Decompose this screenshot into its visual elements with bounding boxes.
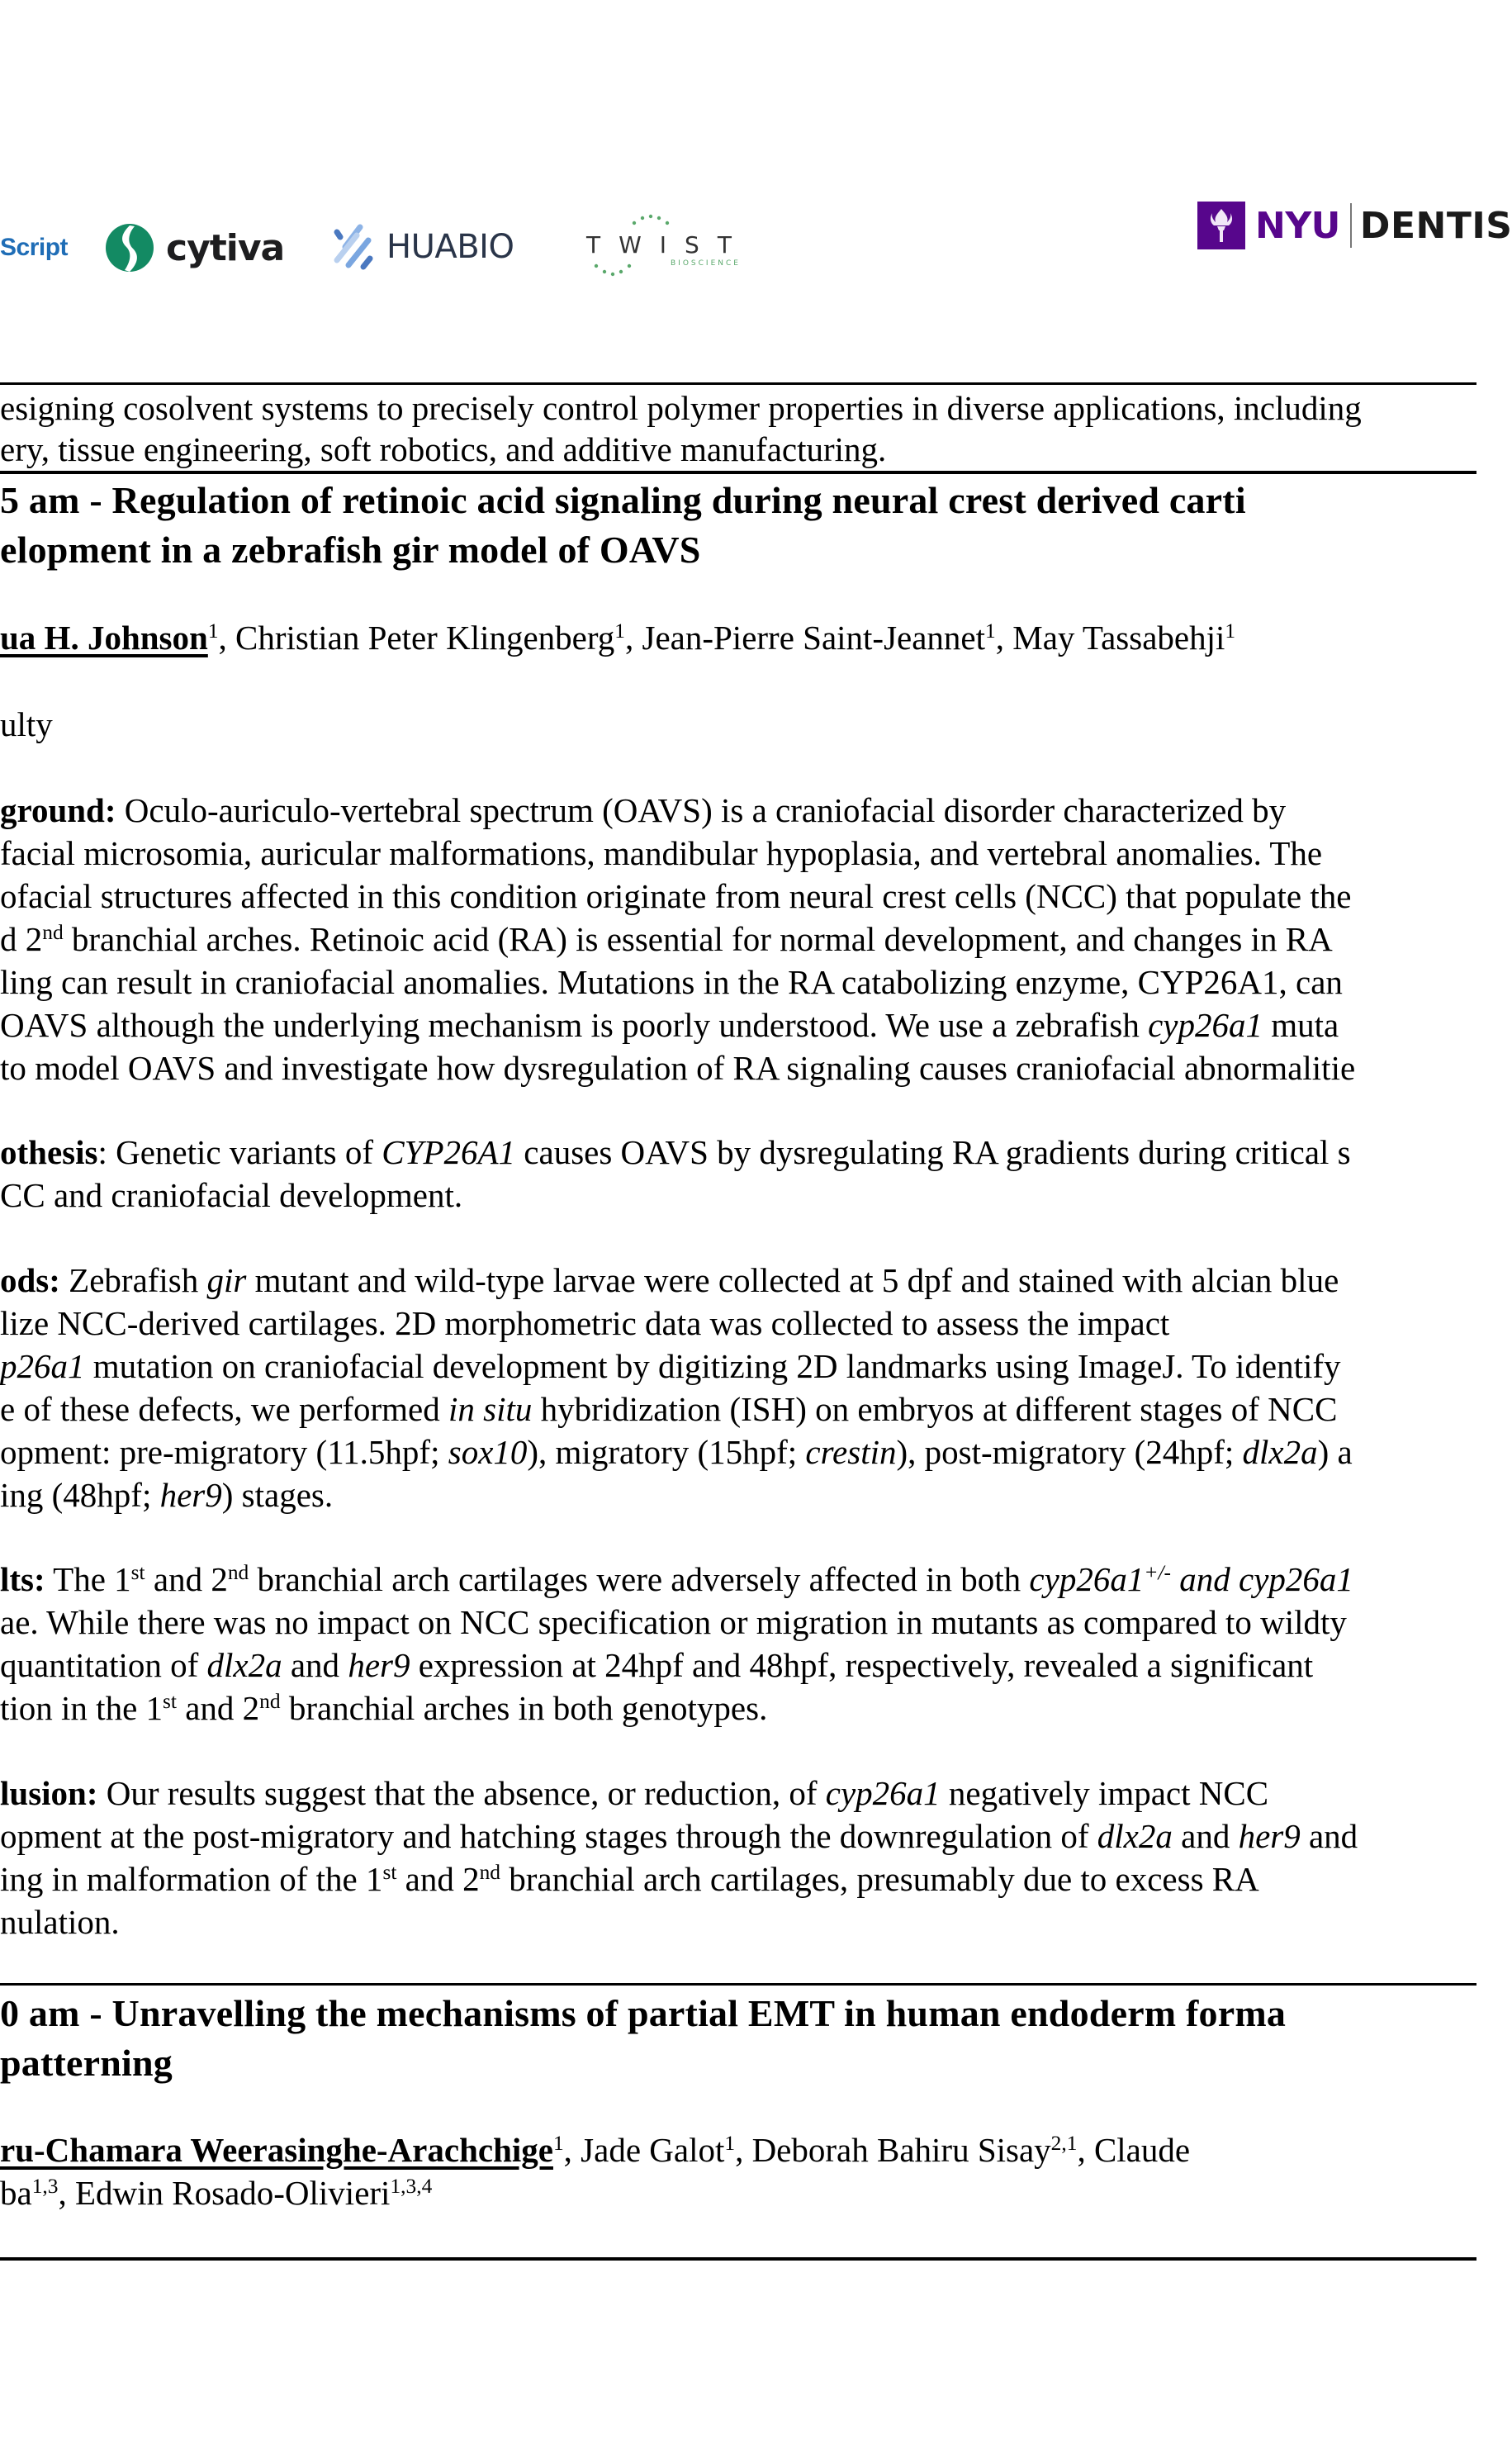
huabio-icon	[332, 224, 378, 270]
conclusion-line	[0, 1815, 1358, 1858]
dentistry-wordmark: DENTIS	[1359, 204, 1512, 247]
abstract-title-line: elopment in a zebrafish gir model of OAVS	[0, 529, 701, 571]
text-run: hybridization (ISH) on embryos at different stages of NCC	[532, 1390, 1338, 1428]
twist-wordmark: TWIST	[586, 231, 750, 259]
genscript-logo	[0, 231, 68, 264]
text-run: ), migratory (15hpf;	[527, 1433, 806, 1471]
text-run: esigning cosolvent systems to precisely control polymer properties in diverse applications, including	[0, 389, 1362, 427]
text-run: ) a	[1317, 1433, 1353, 1471]
abstract-authors	[0, 616, 1235, 659]
hypothesis-line	[0, 1174, 462, 1217]
superscript: st	[163, 1690, 177, 1714]
divider-rule	[0, 382, 1476, 385]
superscript: st	[130, 1561, 145, 1585]
text-run: to model OAVS and investigate how dysregulation of RA signaling causes craniofacial abnormalitie	[0, 1049, 1356, 1087]
background-line	[0, 789, 1286, 832]
text-run: ru-Chamara Weerasinghe-Arachchige	[0, 2131, 553, 2169]
text-run: , May Tassabehji	[995, 619, 1225, 657]
background-line	[0, 961, 1343, 1004]
text-run: othesis	[0, 1133, 98, 1171]
text-run: mutation on craniofacial development by digitizing 2D landmarks using ImageJ. To identify	[84, 1347, 1341, 1385]
text-run: and	[282, 1646, 348, 1684]
superscript: 1	[207, 619, 219, 643]
text-run: and 2	[176, 1689, 260, 1727]
text-run: dlx2a	[206, 1646, 282, 1684]
text-run: ba	[0, 2174, 32, 2212]
methods-line	[0, 1302, 1169, 1345]
cytiva-wordmark: cytiva	[166, 226, 285, 269]
superscript: 1	[985, 619, 996, 643]
abstract-affiliation: ulty	[0, 705, 53, 743]
text-run: Oculo-auriculo-vertebral spectrum (OAVS) is a craniofacial disorder characterized by	[116, 791, 1287, 829]
text-run: nulation.	[0, 1903, 120, 1941]
methods-line	[0, 1259, 1339, 1302]
text-run: muta	[1262, 1006, 1339, 1044]
methods-line	[0, 1431, 1353, 1473]
text-run: ery, tissue engineering, soft robotics, and additive manufacturing.	[0, 430, 887, 468]
text-run: and 2	[396, 1860, 480, 1898]
text-run: branchial arch cartilages, presumably due to excess RA	[500, 1860, 1259, 1898]
text-run: , Jade Galot	[563, 2131, 725, 2169]
divider-rule	[0, 1983, 1476, 1986]
nyu-wordmark: NYU	[1255, 204, 1340, 247]
text-run: opment: pre-migratory (11.5hpf;	[0, 1433, 448, 1471]
methods-line	[0, 1473, 333, 1516]
results-line	[0, 1558, 1353, 1601]
text-run: cyp26a1	[1148, 1006, 1263, 1044]
text-run: in situ	[448, 1390, 533, 1428]
superscript: 1	[614, 619, 625, 643]
superscript: 1	[552, 2132, 564, 2156]
prev-abstract-line	[0, 428, 886, 471]
text-run: , Christian Peter Klingenberg	[218, 619, 615, 657]
text-run: OAVS although the underlying mechanism is poorly understood. We use a zebrafish	[0, 1006, 1149, 1044]
cytiva-icon	[105, 222, 154, 273]
text-run: mutant and wild-type larvae were collected at 5 dpf and stained with alcian blue	[246, 1261, 1339, 1299]
text-run: Our results suggest that the absence, or reduction, of	[97, 1774, 826, 1812]
abstract-title-line: 0 am - Unravelling the mechanisms of partial EMT in human endoderm forma	[0, 1992, 1287, 2034]
superscript: 2,1	[1050, 2132, 1078, 2156]
superscript: 1	[1225, 619, 1236, 643]
text-run: her9	[159, 1476, 222, 1514]
text-run: branchial arches in both genotypes.	[280, 1689, 768, 1727]
superscript: st	[382, 1861, 397, 1885]
prev-abstract-line	[0, 387, 1362, 429]
twist-bioscience-logo	[585, 211, 750, 281]
text-run: ), post-migratory (24hpf;	[896, 1433, 1243, 1471]
text-run: cyp26a1	[1029, 1560, 1145, 1598]
text-run: ua H. Johnson	[0, 619, 208, 657]
superscript: 1,3	[31, 2175, 59, 2199]
text-run: , Deborah Bahiru Sisay	[735, 2131, 1051, 2169]
text-run: and 2	[145, 1560, 228, 1598]
abstract-authors	[0, 2171, 432, 2214]
text-run: ae. While there was no impact on NCC specification or migration in mutants as compared to wildty	[0, 1603, 1347, 1641]
text-run: ing (48hpf;	[0, 1476, 160, 1514]
superscript: nd	[479, 1861, 500, 1885]
text-run: ofacial structures affected in this condition originate from neural crest cells (NCC) that populate the	[0, 877, 1352, 915]
text-run: , Edwin Rosado-Olivieri	[58, 2174, 391, 2212]
conclusion-line	[0, 1858, 1259, 1900]
text-run: her9	[348, 1646, 410, 1684]
cytiva-logo	[105, 221, 284, 274]
text-run: ing in malformation of the 1	[0, 1860, 383, 1898]
abstract-title-line: patterning	[0, 2042, 173, 2084]
text-run: branchial arches. Retinoic acid (RA) is essential for normal development, and changes in RA	[63, 920, 1333, 958]
nyu-torch-icon	[1197, 202, 1245, 249]
twist-bioscience-subtitle: BIOSCIENCE	[671, 259, 741, 268]
divider-rule	[0, 471, 1476, 474]
text-run: and	[1172, 1817, 1239, 1855]
text-run: , Claude	[1077, 2131, 1191, 2169]
text-run: , Jean-Pierre Saint-Jeannet	[625, 619, 986, 657]
hypothesis-line	[0, 1131, 1351, 1174]
abstract-authors	[0, 2128, 1190, 2171]
text-run: CYP26A1	[382, 1133, 516, 1171]
text-run: crestin	[805, 1433, 897, 1471]
conclusion-line	[0, 1772, 1268, 1815]
text-run: e of these defects, we performed	[0, 1390, 448, 1428]
text-run: ) stages.	[221, 1476, 334, 1514]
text-run: causes OAVS by dysregulating RA gradients during critical s	[515, 1133, 1351, 1171]
text-run: gir	[206, 1261, 247, 1299]
text-run: ground:	[0, 791, 116, 829]
background-line	[0, 1046, 1355, 1089]
text-run: : Genetic variants of	[97, 1133, 382, 1171]
superscript: nd	[42, 921, 64, 945]
methods-line	[0, 1388, 1337, 1431]
superscript: 1,3,4	[390, 2175, 433, 2199]
background-line	[0, 1004, 1339, 1046]
huabio-wordmark: HUABIO	[386, 228, 514, 266]
nyu-dentistry-logo	[1197, 202, 1512, 249]
text-run: tion in the 1	[0, 1689, 164, 1727]
text-run: lusion:	[0, 1774, 98, 1812]
text-run: expression at 24hpf and 48hpf, respectively, revealed a significant	[410, 1646, 1314, 1684]
superscript: +/-	[1144, 1561, 1171, 1585]
background-line	[0, 875, 1351, 918]
text-run: lize NCC-derived cartilages. 2D morphometric data was collected to assess the impact	[0, 1304, 1170, 1342]
background-line	[0, 832, 1322, 875]
logo-divider	[1350, 203, 1352, 248]
huabio-logo	[332, 221, 514, 273]
text-run: quantitation of	[0, 1646, 207, 1684]
text-run: sox10	[448, 1433, 528, 1471]
background-line	[0, 918, 1333, 961]
text-run: ling can result in craniofacial anomalies. Mutations in the RA catabolizing enzyme, CYP26A1, can	[0, 963, 1343, 1001]
superscript: nd	[227, 1561, 249, 1585]
results-line	[0, 1687, 767, 1729]
text-run: d 2	[0, 920, 43, 958]
text-run: branchial arch cartilages were adversely affected in both	[249, 1560, 1030, 1598]
text-run: The 1	[45, 1560, 131, 1598]
text-run: p26a1	[0, 1347, 85, 1385]
text-run: opment at the post-migratory and hatching stages through the downregulation of	[0, 1817, 1097, 1855]
divider-rule	[0, 2257, 1476, 2261]
text-run: cyp26a1	[825, 1774, 941, 1812]
text-run: and cyp26a1	[1171, 1560, 1353, 1598]
text-run: negatively impact NCC	[940, 1774, 1269, 1812]
superscript: 1	[724, 2132, 736, 2156]
text-run: lts:	[0, 1560, 45, 1598]
superscript: nd	[259, 1690, 281, 1714]
text-run: dlx2a	[1097, 1817, 1173, 1855]
genscript-wordmark: Script	[0, 234, 69, 261]
text-run: ods:	[0, 1261, 60, 1299]
text-run: dlx2a	[1242, 1433, 1318, 1471]
results-line	[0, 1601, 1347, 1644]
text-run: CC and craniofacial development.	[0, 1176, 463, 1214]
text-run: and	[1300, 1817, 1358, 1855]
text-run: Zebrafish	[59, 1261, 207, 1299]
results-line	[0, 1644, 1313, 1687]
abstract-title-line: 5 am - Regulation of retinoic acid signaling during neural crest derived carti	[0, 479, 1246, 521]
conclusion-line	[0, 1900, 120, 1943]
methods-line	[0, 1345, 1341, 1388]
text-run: facial microsomia, auricular malformations, mandibular hypoplasia, and vertebral anomalies. The	[0, 834, 1323, 872]
text-run: her9	[1238, 1817, 1301, 1855]
